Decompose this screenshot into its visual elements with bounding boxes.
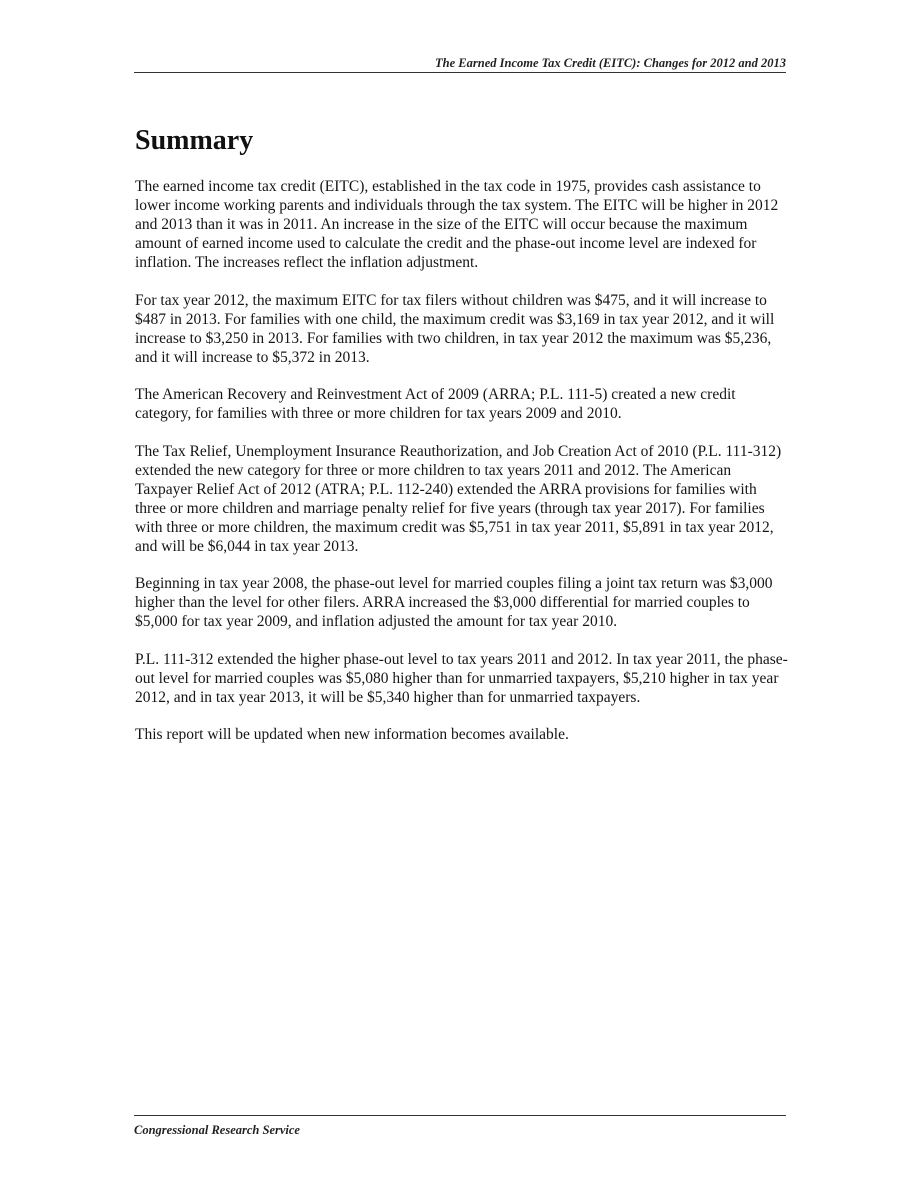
summary-paragraph: For tax year 2012, the maximum EITC for tax filers without children was $475, and it will increase to $487 in 2013. For families with one child, the maximum credit was $3,169 in tax year 2012, and it will increase to $3,250 in 2013. For families with two children, in tax year 2012 the maximum was $5,236, and it will increase to $5,372 in 2013. [135,291,775,366]
summary-paragraph: P.L. 111-312 extended the higher phase-out level to tax years 2011 and 2012. In tax year 2011, the phase-out level for married couples was $5,080 higher than for unmarried taxpayers, $5,210 higher in tax year 2012, and in tax year 2013, it will be $5,340 higher than for unmarried taxpayers. [135,650,788,706]
running-header-title: The Earned Income Tax Credit (EITC): Changes for 2012 and 2013 [435,56,786,70]
summary-paragraph: The Tax Relief, Unemployment Insurance Reauthorization, and Job Creation Act of 2010 (P.L. 111-312) extended the new category for three or more children to tax years 2011 and 2012. The American Taxpayer Relief Act of 2012 (ATRA; P.L. 112-240) extended the ARRA provisions for families with three or more children and marriage penalty relief for five years (through tax year 2017). For families with three or more children, the maximum credit was $5,751 in tax year 2011, $5,891 in tax year 2012, and will be $6,044 in tax year 2013. [135,442,782,555]
page-footer [134,1115,786,1139]
summary-paragraph: Beginning in tax year 2008, the phase-out level for married couples filing a joint tax return was $3,000 higher than the level for other filers. ARRA increased the $3,000 differential for married couples to $5,000 for tax year 2009, and inflation adjusted the amount for tax year 2010. [135,575,773,630]
summary-paragraph: The American Recovery and Reinvestment Act of 2009 (ARRA; P.L. 111-5) created a new credit category, for families with three or more children for tax years 2009 and 2010. [135,386,736,422]
summary-heading: Summary [135,125,254,156]
footer-source: Congressional Research Service [134,1123,300,1137]
running-header [134,54,786,73]
summary-body [135,177,790,763]
summary-paragraph: This report will be updated when new information becomes available. [135,726,569,743]
summary-paragraph: The earned income tax credit (EITC), established in the tax code in 1975, provides cash assistance to lower income working parents and individuals through the tax system. The EITC will be higher in 2012 and 2013 than it was in 2011. An increase in the size of the EITC will occur because the maximum amount of earned income used to calculate the credit and the phase-out income level are indexed for inflation. The increases reflect the inflation adjustment. [135,178,779,271]
